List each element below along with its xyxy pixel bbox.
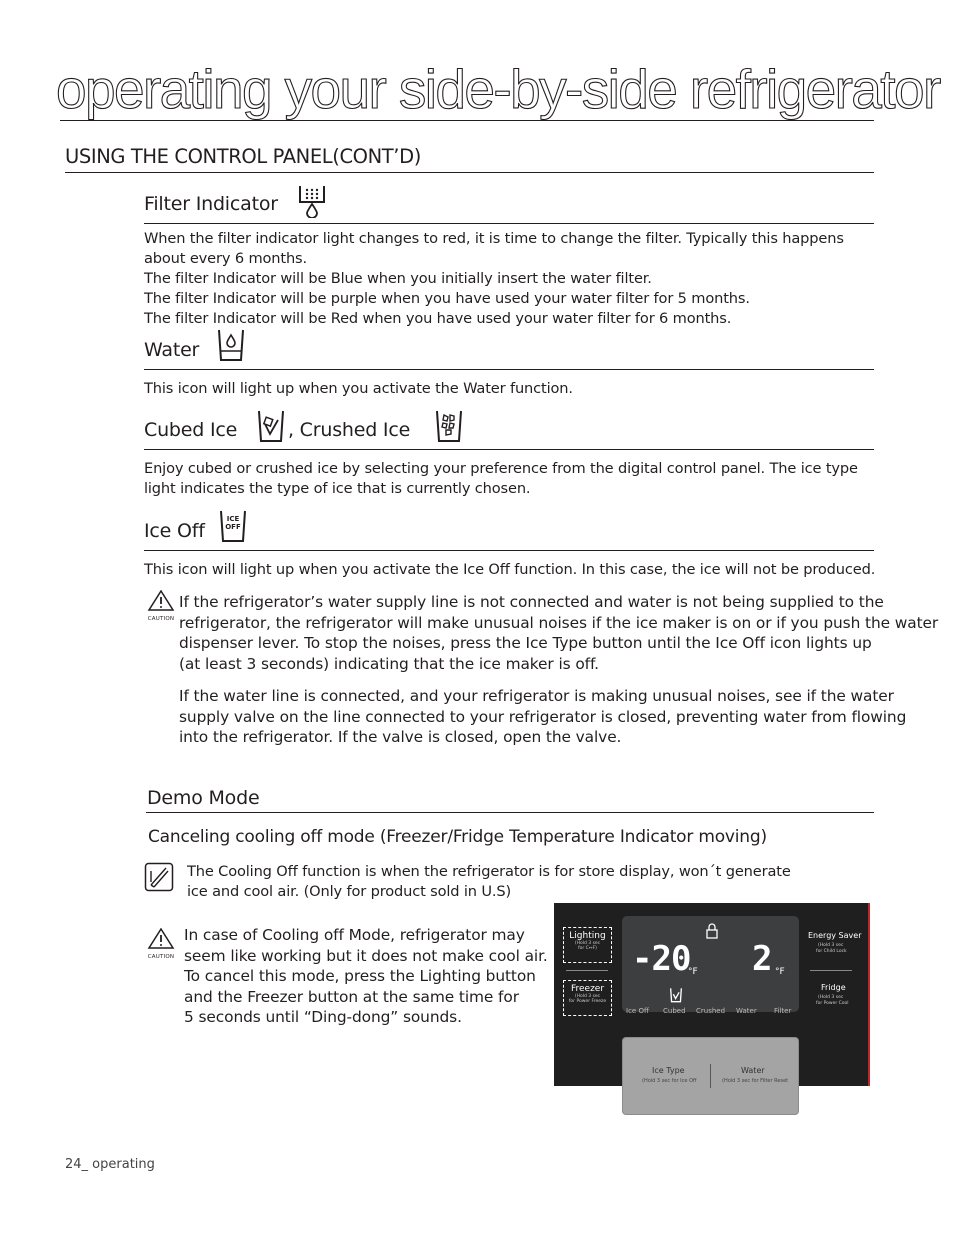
- caution-line: seem like working but it does not make cool air.: [184, 946, 548, 965]
- caution-label: CAUTION: [147, 616, 175, 622]
- dispenser-button-panel: [622, 1037, 799, 1115]
- energy-saver-hold: for Child Lock: [816, 949, 847, 954]
- caution-paragraph-2: [179, 686, 906, 748]
- caution-line: and the Freezer button at the same time for: [184, 987, 519, 1006]
- fridge-hold: for Power Cool: [816, 1001, 849, 1006]
- water-text: This icon will light up when you activate the Water function.: [144, 380, 573, 397]
- lighting-button: [563, 927, 612, 963]
- page-footer: 24_ operating: [65, 1157, 155, 1172]
- filter-line: The filter Indicator will be Blue when you initially insert the water filter.: [144, 270, 652, 287]
- fridge-label: Fridge: [821, 983, 846, 992]
- cubed-ice-icon: [256, 408, 286, 444]
- ice-off-icon: [218, 508, 248, 544]
- crushed-ice-icon: [434, 408, 464, 444]
- freezer-hold: (Hold 3 sec: [574, 994, 601, 999]
- water-glass-icon: [216, 327, 246, 363]
- lighting-label: Lighting: [569, 931, 606, 941]
- caution-line: If the refrigerator’s water supply line is not connected and water is not being supplied to the: [179, 593, 884, 611]
- page-title: operating your side-by-side refrigerator: [56, 58, 940, 120]
- energy-saver-label: Energy Saver: [808, 931, 862, 940]
- icon-label-cubed: Cubed: [663, 1007, 686, 1015]
- lock-icon: [705, 923, 719, 943]
- svg-text:OFF: OFF: [225, 523, 241, 531]
- fridge-hold: (Hold 3 sec: [818, 995, 844, 1000]
- ice-text: [144, 459, 858, 499]
- freezer-button: [563, 980, 612, 1016]
- filter-line: about every 6 months.: [144, 250, 307, 267]
- demo-caution-text: [184, 925, 548, 1028]
- ice-type-button-label: Ice Type: [652, 1066, 685, 1075]
- note-line: The Cooling Off function is when the refrigerator is for store display, won´t generate: [187, 863, 791, 880]
- cubed-ice-indicator-icon: [669, 987, 683, 1007]
- water-heading: Water: [144, 339, 200, 361]
- note-line: ice and cool air.: [187, 883, 300, 900]
- icon-label-crushed: Crushed: [696, 1007, 726, 1015]
- caution-triangle-icon: [146, 590, 176, 612]
- ice-line: Enjoy cubed or crushed ice by selecting your preference from the digital control panel. The ice type: [144, 460, 858, 477]
- caution-label: CAUTION: [147, 954, 175, 960]
- svg-text:ICE: ICE: [226, 515, 240, 523]
- fridge-temp: 2: [752, 939, 773, 979]
- caution-line: 5 seconds until “Ding-dong” sounds.: [184, 1008, 462, 1026]
- button-divider: [710, 1064, 711, 1088]
- caution-triangle-icon: [146, 928, 176, 950]
- filter-icon: [298, 184, 326, 218]
- filter-heading: Filter Indicator: [144, 193, 278, 215]
- note-qualifier: (Only for product sold in U.S): [299, 883, 512, 900]
- panel-divider: [566, 970, 608, 971]
- water-divider: [144, 369, 874, 370]
- note-text: [187, 862, 791, 902]
- filter-text: [144, 229, 844, 329]
- display-area: [622, 916, 799, 1015]
- freezer-label: Freezer: [570, 984, 605, 994]
- crushed-ice-heading: , Crushed Ice: [288, 419, 411, 441]
- note-icon: [144, 862, 174, 896]
- ice-line: light indicates the type of ice that is currently chosen.: [144, 480, 531, 497]
- lighting-hold: (Hold 3 sec: [574, 941, 601, 946]
- caution-line: In case of Cooling off Mode, refrigerator may: [184, 926, 525, 944]
- caution-line: To cancel this mode, press the Lighting button: [184, 967, 536, 985]
- freezer-hold: for Power Freeze: [568, 999, 607, 1004]
- caution-line: into the refrigerator. If the valve is closed, open the valve.: [179, 728, 622, 746]
- cubed-ice-heading: Cubed Ice: [144, 419, 238, 441]
- filter-line: The filter Indicator will be purple when you have used your water filter for 5 months.: [144, 290, 750, 307]
- freezer-temp: -20: [632, 939, 691, 979]
- ice-type-hold: (Hold 3 sec for Ice Off: [642, 1078, 697, 1084]
- caution-line: dispenser lever. To stop the noises, press the Ice Type button until the Ice Off icon lights up: [179, 634, 872, 652]
- ice-off-divider: [144, 550, 874, 551]
- ice-off-text: This icon will light up when you activate the Ice Off function. In this case, the ice will not be produced.: [144, 561, 876, 578]
- demo-subheading: Canceling cooling off mode (Freezer/Fridge Temperature Indicator moving): [148, 827, 767, 847]
- caution-line: supply valve on the line connected to your refrigerator is closed, preventing water from flowing: [179, 707, 907, 726]
- water-hold: (Hold 3 sec for Filter Reset: [722, 1078, 789, 1084]
- caution-badge-2: [146, 928, 176, 960]
- water-button-label: Water: [741, 1066, 765, 1075]
- filter-line: The filter Indicator will be Red when you have used your water filter for 6 months.: [144, 310, 732, 327]
- section-title: USING THE CONTROL PANEL(CONT’D): [65, 145, 421, 168]
- caution-line: (at least 3 seconds) indicating that the ice maker is off.: [179, 654, 599, 673]
- lighting-hold: for C↔F): [578, 946, 597, 951]
- title-underline: [60, 120, 874, 121]
- icon-label-ice-off: Ice Off: [626, 1007, 649, 1015]
- fridge-unit: °F: [775, 967, 785, 977]
- caution-paragraph-1: [179, 592, 938, 674]
- section-divider: [65, 172, 874, 173]
- freezer-unit: °F: [688, 967, 698, 977]
- caution-line: refrigerator, the refrigerator will make unusual noises if the ice maker is on or if you push the water: [179, 613, 939, 632]
- caution-line: If the water line is connected, and your refrigerator is making unusual noises, see if the water: [179, 687, 894, 705]
- filter-line: When the filter indicator light changes to red, it is time to change the filter. Typically this happens: [144, 230, 844, 247]
- icon-label-filter: Filter: [774, 1007, 792, 1015]
- caution-badge: [146, 590, 176, 622]
- panel-divider: [810, 970, 852, 971]
- demo-heading: Demo Mode: [147, 787, 260, 809]
- filter-divider: [144, 223, 874, 224]
- energy-saver-hold: (Hold 3 sec: [818, 943, 844, 948]
- ice-divider: [144, 449, 874, 450]
- icon-label-water: Water: [736, 1007, 757, 1015]
- ice-off-heading: Ice Off: [144, 520, 205, 542]
- demo-divider: [146, 812, 874, 813]
